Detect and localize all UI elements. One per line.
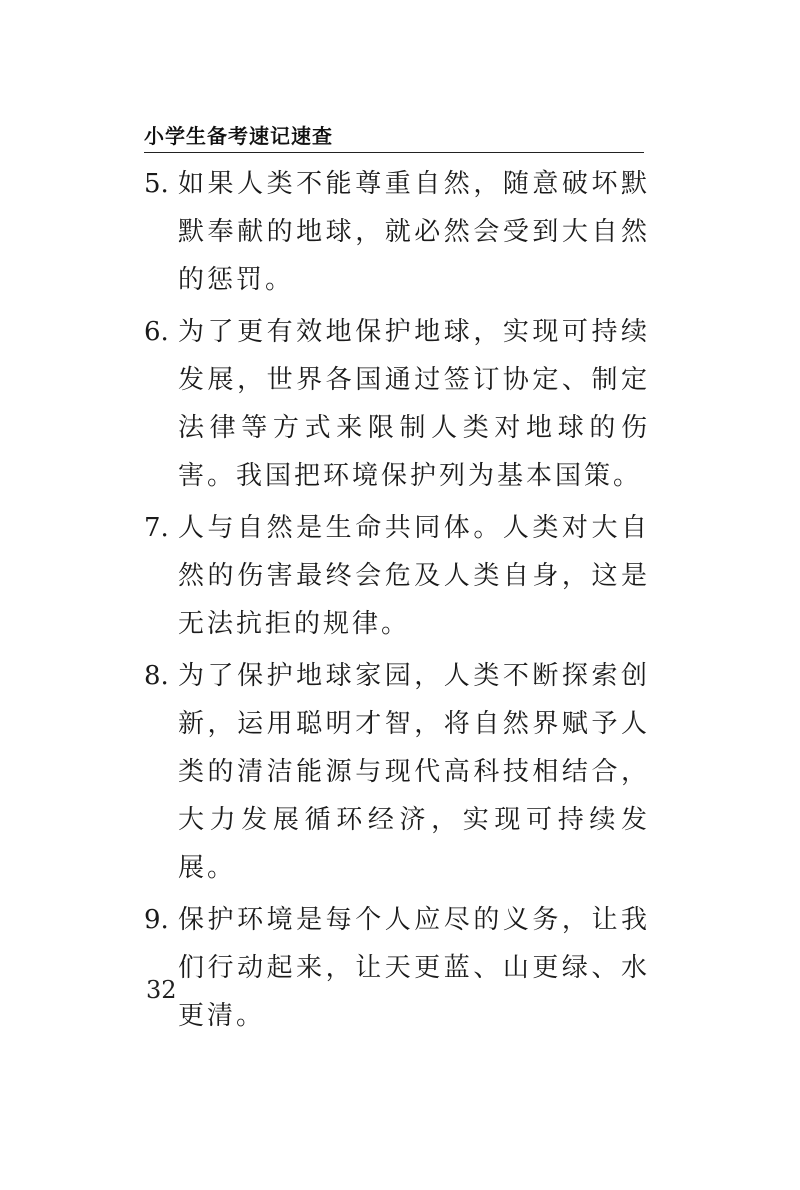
list-item (144, 504, 650, 648)
header-rule (144, 152, 644, 153)
item-number: 8. (144, 661, 169, 691)
item-number: 5. (144, 169, 169, 199)
page-number: 32 (146, 976, 177, 1004)
item-text: 为了保护地球家园，人类不断探索创新，运用聪明才智，将自然界赋予人类的清洁能源与现代高科技相结合，大力发展循环经济，实现可持续发展。 (178, 661, 650, 883)
list-item (144, 160, 650, 304)
item-number: 6. (144, 317, 169, 347)
item-text: 人与自然是生命共同体。人类对大自然的伤害最终会危及人类自身，这是无法抗拒的规律。 (178, 513, 650, 639)
numbered-list (144, 160, 650, 1044)
item-number: 7. (144, 513, 169, 543)
item-number: 9. (144, 905, 169, 935)
item-text: 为了更有效地保护地球，实现可持续发展，世界各国通过签订协定、制定法律等方式来限制人类对地球的伤害。我国把环境保护列为基本国策。 (178, 317, 650, 491)
item-text: 如果人类不能尊重自然，随意破坏默默奉献的地球，就必然会受到大自然的惩罚。 (178, 169, 650, 295)
list-item (144, 896, 650, 1040)
running-header: 小学生备考速记速查 (144, 124, 333, 148)
list-item (144, 308, 650, 500)
list-item (144, 652, 650, 892)
item-text: 保护环境是每个人应尽的义务，让我们行动起来，让天更蓝、山更绿、水更清。 (178, 905, 650, 1031)
